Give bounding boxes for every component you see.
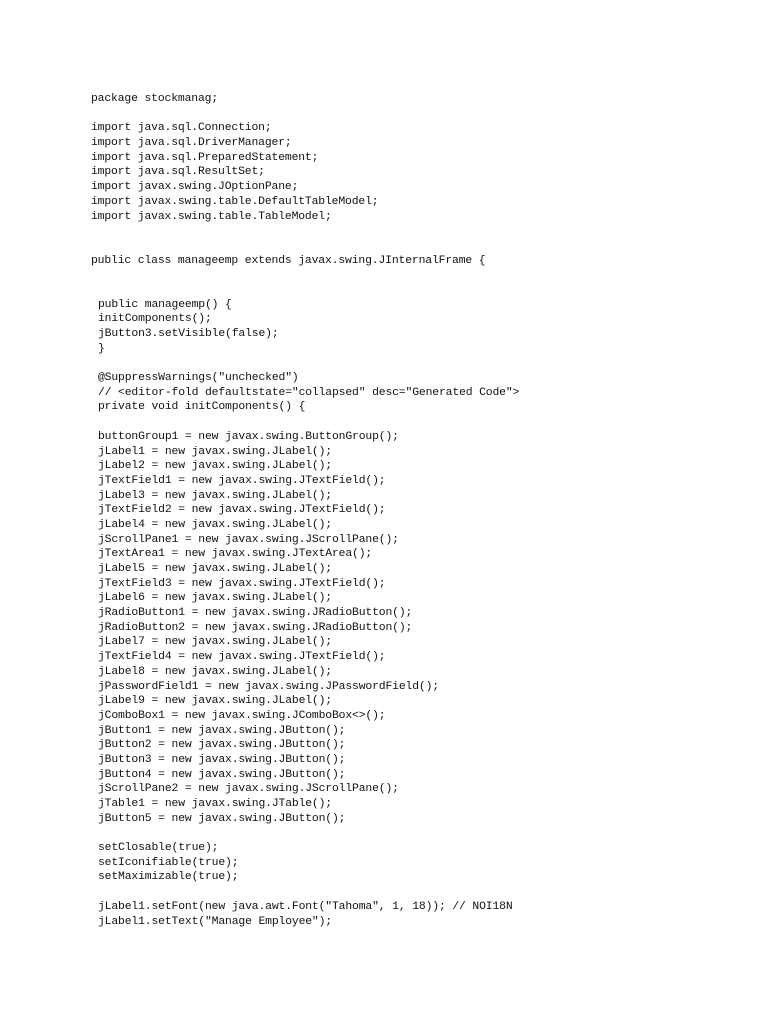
component-line: buttonGroup1 = new javax.swing.ButtonGroup(); — [98, 430, 399, 443]
component-line: jRadioButton2 = new javax.swing.JRadioButton(); — [98, 621, 413, 634]
component-line: jLabel3 = new javax.swing.JLabel(); — [98, 489, 332, 502]
component-line: jLabel4 = new javax.swing.JLabel(); — [98, 518, 332, 531]
component-line: jLabel1 = new javax.swing.JLabel(); — [98, 445, 332, 458]
constructor-line: jButton3.setVisible(false); — [98, 328, 279, 341]
import-line: import java.sql.PreparedStatement; — [91, 151, 319, 164]
class-declaration: public class manageemp extends javax.swing.JInternalFrame { — [91, 254, 486, 267]
component-line: jTextField2 = new javax.swing.JTextField(); — [98, 504, 386, 517]
import-line: import javax.swing.table.DefaultTableModel; — [91, 195, 379, 208]
component-line: jLabel9 = new javax.swing.JLabel(); — [98, 695, 332, 708]
component-line: jRadioButton1 = new javax.swing.JRadioButton(); — [98, 607, 413, 620]
component-line: jComboBox1 = new javax.swing.JComboBox<>(); — [98, 709, 386, 722]
component-line: jLabel5 = new javax.swing.JLabel(); — [98, 563, 332, 576]
constructor-line: public manageemp() { — [98, 298, 232, 311]
constructor-line: } — [98, 342, 105, 355]
component-line: jButton2 = new javax.swing.JButton(); — [98, 739, 346, 752]
component-line: jTable1 = new javax.swing.JTable(); — [98, 798, 332, 811]
component-line: jTextArea1 = new javax.swing.JTextArea(); — [98, 548, 373, 561]
frame-setting-line: setMaximizable(true); — [98, 871, 239, 884]
frame-setting-line: setClosable(true); — [98, 842, 219, 855]
component-line: jTextField1 = new javax.swing.JTextField(); — [98, 474, 386, 487]
component-line: jScrollPane2 = new javax.swing.JScrollPane(); — [98, 783, 399, 796]
source-code-block — [91, 92, 751, 929]
import-line: import javax.swing.JOptionPane; — [91, 181, 299, 194]
package-line: package stockmanag; — [91, 93, 219, 105]
annotation-line: @SuppressWarnings("unchecked") — [98, 372, 299, 385]
comment-line: // <editor-fold defaultstate="collapsed" desc="Generated Code"> — [98, 386, 520, 399]
component-line: jButton1 = new javax.swing.JButton(); — [98, 724, 346, 737]
component-line: jTextField4 = new javax.swing.JTextField(); — [98, 651, 386, 664]
import-line: import java.sql.DriverManager; — [91, 137, 292, 150]
component-line: jButton4 = new javax.swing.JButton(); — [98, 768, 346, 781]
method-declaration: private void initComponents() { — [98, 401, 306, 414]
constructor-line: initComponents(); — [98, 313, 212, 326]
frame-setting-line: setIconifiable(true); — [98, 856, 239, 869]
component-line: jButton5 = new javax.swing.JButton(); — [98, 812, 346, 825]
component-line: jLabel7 = new javax.swing.JLabel(); — [98, 636, 332, 649]
label-setting-line: jLabel1.setFont(new java.awt.Font("Tahoma", 1, 18)); // NOI18N — [98, 900, 513, 913]
component-line: jLabel6 = new javax.swing.JLabel(); — [98, 592, 332, 605]
component-line: jScrollPane1 = new javax.swing.JScrollPane(); — [98, 533, 399, 546]
import-line: import java.sql.ResultSet; — [91, 166, 265, 179]
import-line: import javax.swing.table.TableModel; — [91, 210, 332, 223]
component-line: jLabel2 = new javax.swing.JLabel(); — [98, 460, 332, 473]
component-line: jLabel8 = new javax.swing.JLabel(); — [98, 665, 332, 678]
component-line: jTextField3 = new javax.swing.JTextField(); — [98, 577, 386, 590]
label-setting-line: jLabel1.setText("Manage Employee"); — [98, 915, 332, 928]
component-line: jPasswordField1 = new javax.swing.JPasswordField(); — [98, 680, 439, 693]
component-line: jButton3 = new javax.swing.JButton(); — [98, 753, 346, 766]
import-line: import java.sql.Connection; — [91, 122, 272, 135]
